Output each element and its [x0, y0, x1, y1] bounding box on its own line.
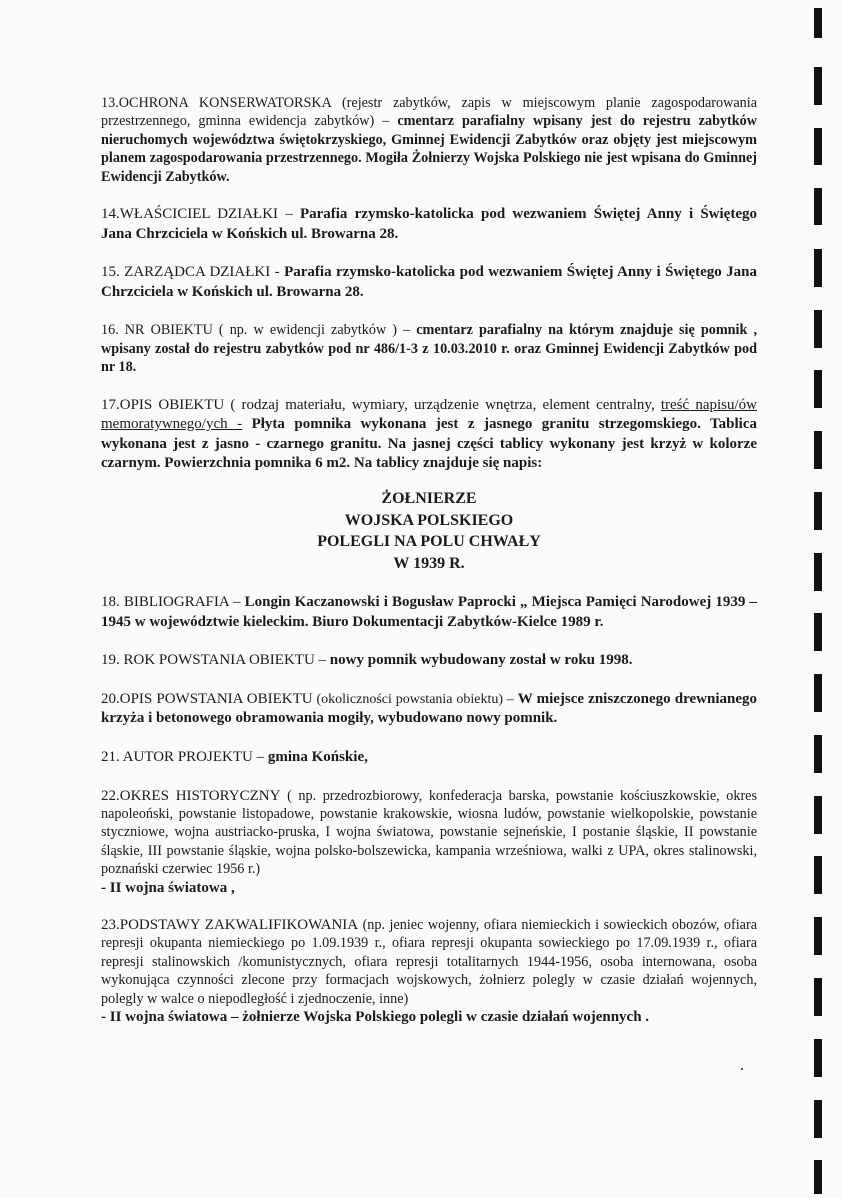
section-20-origin — [101, 690, 757, 729]
section-19-label: 19. ROK POWSTANIA OBIEKTU – — [101, 652, 330, 669]
section-16-description: ( np. w ewidencji zabytków ) – — [212, 322, 417, 339]
section-20-description: (okoliczności powstania obiektu) – — [312, 691, 518, 707]
binding-mark — [814, 310, 822, 348]
inscription-line-4: W 1939 R. — [393, 554, 465, 572]
section-15-manager — [101, 263, 757, 302]
section-23-qualification-basis — [101, 916, 757, 1026]
section-13-heritage-protection — [101, 94, 757, 186]
section-14-value: Parafia rzymsko-katolicka pod wezwaniem Świętej Anny i Świętego Jana Chrzciciela w Końskich ul. Browarna 28. — [101, 206, 757, 242]
section-17-object-description — [101, 396, 757, 474]
inscription-line-3: POLEGLI NA POLU CHWAŁY — [317, 533, 541, 550]
binding-mark — [814, 735, 822, 773]
binding-mark — [814, 67, 822, 105]
binding-mark — [814, 1039, 822, 1077]
binding-mark — [814, 796, 822, 834]
section-18-bibliography — [101, 593, 757, 632]
section-17-underlined: treść napisu/ów memoratywnego/ych - — [101, 396, 757, 433]
binding-mark — [814, 613, 822, 651]
binding-mark — [814, 431, 822, 469]
section-17-value: Płyta pomnika wykonana jest z jasnego granitu strzegomskiego. Tablica wykonana jest z jasno - czarnego granitu. Na jasnej części tablicy wykonany jest krzyż w kolorze czarnym. Powierzchnia pomnika 6 m2. Na tablicy znajduje się napis: — [101, 416, 758, 472]
section-23-value: - II wojna światowa – żołnierze Wojska Polskiego polegli w czasie działań wojennych . — [101, 1009, 650, 1026]
section-15-value: Parafia rzymsko-katolicka pod wezwaniem Świętej Anny i Świętego Jana Chrzciciela w Końskich ul. Browarna 28. — [101, 264, 757, 300]
section-21-label: 21. AUTOR PROJEKTU – — [101, 748, 268, 765]
scan-speck — [741, 1068, 743, 1070]
section-19-year-built — [101, 651, 757, 671]
binding-mark — [814, 978, 822, 1016]
binding-mark — [814, 553, 822, 591]
binding-edge-marks — [814, 0, 828, 1198]
section-21-value: gmina Końskie, — [267, 748, 368, 765]
binding-mark — [814, 1160, 822, 1194]
section-23-description: (np. jeniec wojenny, ofiara niemieckich i sowieckich obozów, ofiara represji okupanta niemieckiego po 1.09.1939 r., ofiara represji okupanta sowieckiego po 17.09.1939 r., ofiara represji stalinowskich /komunistycznych, ofiara represji totalitarnych 1944-1956, osoba internowana, osoba wykonująca czynności zlecone przy formacjach wojskowych, żołnierz polegly w czasie działań wojennych, polegly w walce o niepodległość i zjednoczenie, inne) — [101, 917, 757, 1007]
document-page — [101, 94, 757, 1045]
section-23-label: 23.PODSTAWY ZAKWALIFIKOWANIA — [101, 917, 359, 933]
binding-mark — [814, 8, 822, 38]
section-17-description: ( rodzaj materiału, wymiary, urządzenie wnętrza, element centralny, — [224, 396, 661, 413]
section-19-value: nowy pomnik wybudowany został w roku 1998. — [329, 652, 633, 669]
section-14-label: 14.WŁAŚCICIEL DZIAŁKI – — [101, 206, 300, 223]
inscription-line-1: ŻOŁNIERZE — [381, 490, 477, 507]
section-14-owner — [101, 205, 757, 244]
binding-mark — [814, 917, 822, 955]
binding-mark — [814, 1100, 822, 1138]
section-16-object-number — [101, 321, 757, 376]
section-16-value: cmentarz parafialny na którym znajduje się pomnik , wpisany został do rejestru zabytków pod nr 486/1-3 z 10.03.2010 r. oraz Gminnej Ewidencji Zabytków pod nr 18. — [101, 322, 757, 376]
section-20-label: 20.OPIS POWSTANIA OBIEKTU — [101, 690, 313, 707]
section-20-value: W miejsce zniszczonego drewnianego krzyża i betonowego obramowania mogiły, wybudowano nowy pomnik. — [101, 690, 758, 727]
binding-mark — [814, 674, 822, 712]
binding-mark — [814, 188, 822, 225]
inscription-line-2: WOJSKA POLSKIEGO — [344, 511, 514, 529]
binding-mark — [814, 856, 822, 894]
section-17-label: 17.OPIS OBIEKTU — [101, 396, 225, 413]
section-22-label: 22.OKRES HISTORYCZNY — [101, 787, 281, 804]
section-22-description: ( np. przedrozbiorowy, konfederacja barska, powstanie kościuszkowskie, okres napoleoński, powstanie listopadowe, powstanie krakowskie, wiosna ludów, powstanie wielkopolskie, powstanie styczniowe, wojna austriacko-pruska, I wojna światowa, powstanie sejneńskie, I postanie śląskie, II powstanie śląskie, III powstanie śląskie, wojna polsko-bolszewicka, kampania wrześniowa, walki z UPA, okres stalinowski, poznański czerwiec 1956 r.) — [101, 787, 757, 878]
section-18-value: Longin Kaczanowski i Bogusław Paprocki „ Miejsca Pamięci Narodowej 1939 – 1945 w województwie kieleckim. Biuro Dokumentacji Zabytków-Kielce 1989 r. — [101, 594, 757, 630]
section-22-value: - II wojna światowa , — [101, 879, 235, 896]
section-22-historical-period — [101, 787, 757, 897]
section-13-value: cmentarz parafialny wpisany jest do rejestru zabytków nieruchomych województwa świętokrzyskiego, Gminnej Ewidencji Zabytków oraz objęty jest miejscowym planem zagospodarowania przestrzennego. Mogiła Żołnierzy Wojska Polskiego nie jest wpisana do Gminnej Ewidencji Zabytków. — [101, 113, 758, 185]
section-13-label: 13.OCHRONA KONSERWATORSKA — [101, 95, 332, 111]
section-16-label: 16. NR OBIEKTU — [101, 322, 213, 339]
section-21-author — [101, 748, 757, 768]
section-18-label: 18. BIBLIOGRAFIA – — [101, 594, 245, 610]
binding-mark — [814, 249, 822, 287]
binding-mark — [814, 492, 822, 530]
section-15-label: 15. ZARZĄDCA DZIAŁKI - — [101, 264, 285, 281]
memorial-inscription — [101, 488, 757, 574]
section-13-description: (rejestr zabytków, zapis w miejscowym planie zagospodarowania przestrzennego, gminna ewidencja zabytków) – — [101, 95, 758, 130]
binding-mark — [814, 370, 822, 408]
binding-mark — [814, 128, 822, 165]
